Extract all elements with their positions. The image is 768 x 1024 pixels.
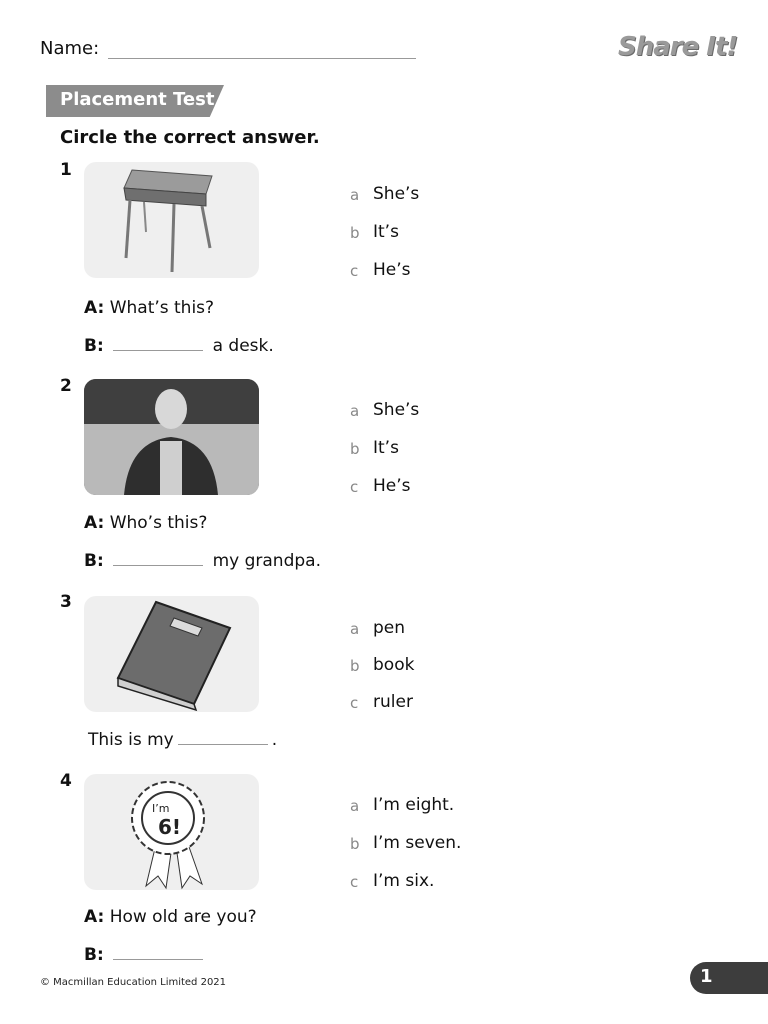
speaker-a: A: — [84, 513, 105, 533]
rosette-line2: 6! — [158, 815, 182, 839]
question-number: 1 — [60, 160, 72, 180]
name-label: Name: — [40, 38, 100, 59]
desk-icon — [84, 162, 259, 278]
option-letter: a — [350, 186, 360, 204]
answer-blank[interactable] — [113, 958, 203, 960]
question-image — [84, 379, 259, 495]
dialogue-line-b — [84, 551, 321, 571]
option-letter: a — [350, 402, 360, 420]
dialogue-line-a — [84, 907, 257, 927]
speaker-b: B: — [84, 336, 104, 356]
option-letter: c — [350, 873, 359, 891]
option-text[interactable]: He’s — [373, 476, 411, 496]
speaker-b: B: — [84, 945, 104, 965]
option-text[interactable]: I’m seven. — [373, 833, 462, 853]
question-text: What’s this? — [109, 298, 215, 318]
option-letter: c — [350, 694, 359, 712]
option-text[interactable]: ruler — [373, 692, 413, 712]
option-letter: b — [350, 835, 360, 853]
option-text[interactable]: She’s — [373, 400, 420, 420]
question-text: Who’s this? — [109, 513, 208, 533]
dialogue-line-a — [84, 298, 214, 318]
option-letter: a — [350, 797, 360, 815]
option-text[interactable]: I’m six. — [373, 871, 435, 891]
question-number: 4 — [60, 771, 72, 791]
rosette-line1: I’m — [152, 802, 170, 815]
book-icon — [84, 596, 259, 712]
answer-blank[interactable] — [113, 564, 203, 566]
copyright-text: © Macmillan Education Limited 2021 — [40, 977, 227, 988]
name-field[interactable] — [108, 58, 416, 59]
answer-blank[interactable] — [113, 349, 203, 351]
answer-blank[interactable] — [178, 743, 268, 745]
option-text[interactable]: book — [373, 655, 415, 675]
question-number: 2 — [60, 376, 72, 396]
option-letter: b — [350, 657, 360, 675]
grandpa-photo — [84, 379, 259, 495]
share-it-logo: Share It! — [618, 32, 738, 62]
option-text[interactable]: He’s — [373, 260, 411, 280]
option-text[interactable]: pen — [373, 618, 406, 638]
sentence-end: . — [271, 730, 278, 750]
dialogue-line-b — [84, 945, 207, 965]
banner-title: Placement Test — [60, 89, 215, 110]
page-number: 1 — [700, 966, 713, 987]
question-number: 3 — [60, 592, 72, 612]
dialogue-line-a — [84, 513, 207, 533]
fill-in-sentence — [88, 730, 277, 750]
option-letter: c — [350, 262, 359, 280]
option-letter: b — [350, 224, 360, 242]
answer-text: my grandpa. — [212, 551, 321, 571]
sentence-start: This is my — [88, 730, 174, 750]
option-letter: b — [350, 440, 360, 458]
rosette-icon — [84, 774, 259, 890]
option-text[interactable]: She’s — [373, 184, 420, 204]
question-image — [84, 596, 259, 712]
speaker-a: A: — [84, 298, 105, 318]
option-letter: a — [350, 620, 360, 638]
option-text[interactable]: I’m eight. — [373, 795, 455, 815]
option-text[interactable]: It’s — [373, 222, 399, 242]
option-letter: c — [350, 478, 359, 496]
speaker-b: B: — [84, 551, 104, 571]
speaker-a: A: — [84, 907, 105, 927]
question-text: How old are you? — [109, 907, 257, 927]
instruction-text: Circle the correct answer. — [60, 127, 320, 148]
question-image — [84, 162, 259, 278]
option-text[interactable]: It’s — [373, 438, 399, 458]
dialogue-line-b — [84, 336, 274, 356]
question-image — [84, 774, 259, 890]
answer-text: a desk. — [212, 336, 274, 356]
